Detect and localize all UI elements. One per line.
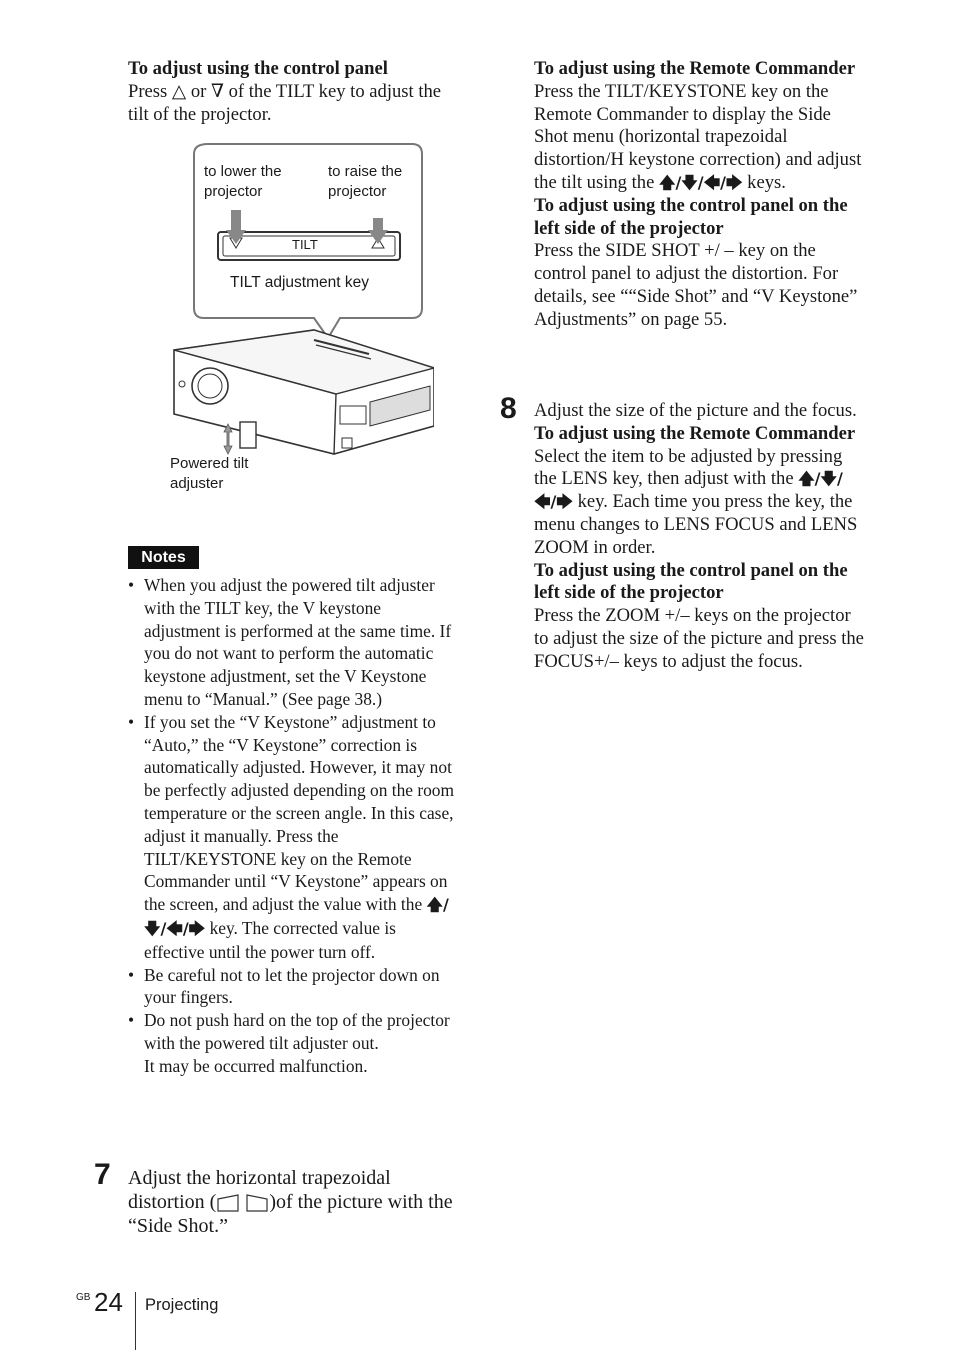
note-item: • Do not push hard on the top of the projector with the powered tilt adjuster out. It may be occurred malfunction. <box>128 1010 450 1076</box>
step-number: 8 <box>500 392 517 425</box>
label-raise: to raise the projector <box>328 163 403 200</box>
arrow-keys-icon: 🡅/🡇/🡄/🡆 <box>534 469 843 512</box>
section-title: Projecting <box>145 1296 219 1314</box>
step-number: 7 <box>94 1158 111 1191</box>
note-item: • When you adjust the powered tilt adjuster with the TILT key, the V keystone adjustment is performed at the same time. If you do not want to perform the automatic keystone adjustment, set the V Keystone menu to “Manual.” (See page 38.) <box>128 575 452 709</box>
page-number: 24 <box>94 1287 123 1317</box>
tilt-key-label: TILT <box>292 237 318 252</box>
tilt-adjuster-foot <box>240 422 256 448</box>
trapezoid-right-icon <box>245 1193 269 1213</box>
note-item: • Be careful not to let the projector down on your fingers. <box>128 964 440 1008</box>
left-column <box>128 58 458 126</box>
note-item: • If you set the “V Keystone” adjustment to “Auto,” the “V Keystone” correction is automatically adjusted. However, it may not be perfectly adjusted depending on the room temperature or the screen angle. In this case, adjust it manually. Press the TILT/KEYSTONE key on the Remote Commander until “V Keystone” appears on the screen, and adjust the value with the 🡅/🡇/🡄/🡆 key. The corrected value is effective until the power turn off. <box>128 711 455 962</box>
text-panel-8: Press the ZOOM +/– keys on the projector to adjust the size of the picture and press the FOCUS+/– keys to adjust the focus. <box>534 605 864 672</box>
footer-divider <box>135 1292 136 1350</box>
trapezoid-left-icon <box>216 1193 240 1213</box>
heading-remote: To adjust using the Remote Commander <box>534 58 856 79</box>
adjuster-label: Powered tilt adjuster <box>170 455 249 492</box>
step-7-text: Adjust the horizontal trapezoidal distortion ( )of the picture with the “Side Shot.” <box>128 1167 453 1237</box>
right-column <box>534 58 864 332</box>
arrow-keys-icon: 🡅/🡇/🡄/🡆 <box>144 895 449 938</box>
heading-remote-8: To adjust using the Remote Commander <box>534 422 856 444</box>
text-panel: Press the SIDE SHOT +/ – key on the control panel to adjust the distortion. For details, see ““Side Shot” and “V Keystone” Adjustments” on page 55. <box>534 240 858 330</box>
text-control-panel: Press △ or ∇ of the TILT key to adjust the tilt of the projector. <box>128 80 442 125</box>
tilt-figure <box>164 140 434 502</box>
heading-panel-8: To adjust using the control panel on the left side of the projector <box>534 559 848 604</box>
arrow-shaft-right <box>373 218 383 232</box>
label-lower: to lower the projector <box>204 163 282 200</box>
tilt-key-caption: TILT adjustment key <box>230 274 369 291</box>
heading-panel: To adjust using the control panel on the left side of the projector <box>534 194 848 239</box>
text-remote: Press the TILT/KEYSTONE key on the Remote Commander to display the Side Shot menu (horizontal trapezoidal distortion/H keystone correction) and adjust the tilt using the 🡅/🡇/🡄/🡆 keys. <box>534 80 862 193</box>
notes-badge: Notes <box>128 546 199 569</box>
heading-control-panel: To adjust using the control panel <box>128 58 388 79</box>
step-8-content <box>534 400 864 674</box>
notes-list <box>128 574 458 1078</box>
step-8-intro: Adjust the size of the picture and the focus. <box>534 400 857 421</box>
footer-region: GB <box>76 1292 91 1303</box>
arrow-shaft-left <box>231 210 241 232</box>
text-remote-8: Select the item to be adjusted by pressing the LENS key, then adjust with the 🡅/🡇/🡄/🡆 key. Each time you press the key, the menu changes to LENS FOCUS and LENS ZOOM in order. <box>534 445 858 558</box>
arrow-keys-icon: 🡅/🡇/🡄/🡆 <box>659 172 743 192</box>
